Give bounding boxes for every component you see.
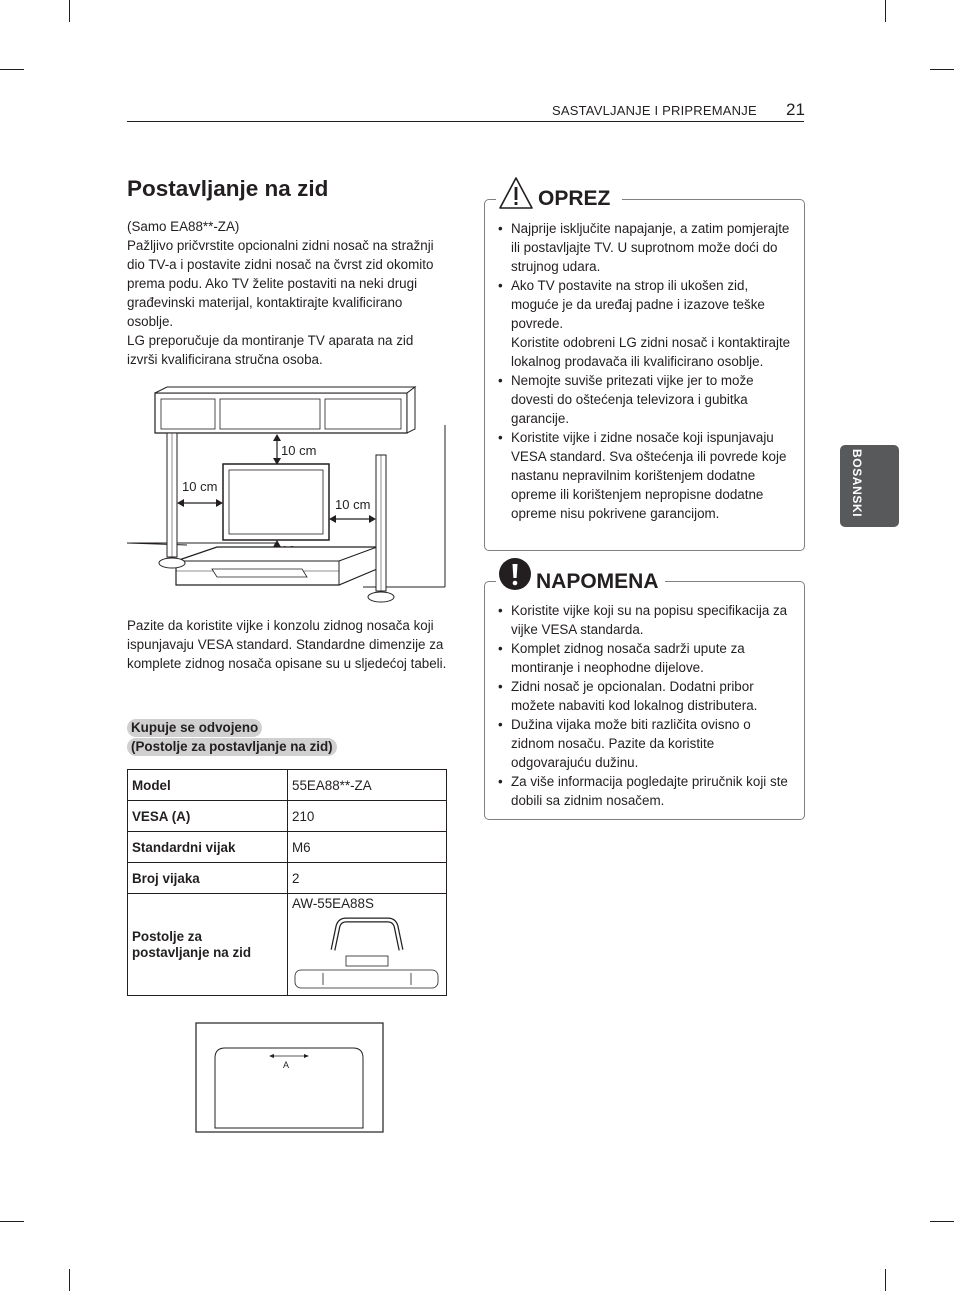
caution-box <box>484 199 805 551</box>
table-row <box>128 863 447 894</box>
intro-line: LG preporučuje da montiranje TV aparata na zid izvrši kvalificirana stručna osoba. <box>127 333 414 367</box>
page-number: 21 <box>786 100 805 119</box>
table-key: Model <box>128 770 288 801</box>
note-box <box>484 581 805 820</box>
bracket-model: AW-55EA88S <box>292 896 374 911</box>
crop-mark <box>69 0 70 22</box>
crop-mark <box>885 0 886 22</box>
vesa-dimension-diagram <box>195 1022 385 1134</box>
list-item: • Koristite vijke koji su na popisu specifikacija za vijke VESA standarda. <box>498 601 794 639</box>
right-gap-label: 10 cm <box>335 497 371 512</box>
list-item: • Dužina vijaka može biti različita ovisno o zidnom nosaču. Pazite da koristite odgovarajuću dužinu. <box>498 715 794 772</box>
caution-header <box>496 174 622 212</box>
crop-mark <box>69 1269 70 1291</box>
intro-line: (Samo EA88**-ZA) <box>127 219 240 234</box>
list-item: • Koristite vijke i zidne nosače koji ispunjavaju VESA standard. Sva oštećenja ili povrede koje nastanu nepravilnim korištenjem dodatne opreme ili korištenjem nepropisne dodatne opreme nisu pokrivene garancijom. <box>498 428 794 523</box>
spec-table <box>127 769 447 996</box>
header-rule <box>127 121 804 122</box>
table-value: 210 <box>288 801 447 832</box>
note-title: NAPOMENA <box>532 570 665 594</box>
list-item: • Komplet zidnog nosača sadrži upute za montiranje i neophodne dijelove. <box>498 639 794 677</box>
table-key: Standardni vijak <box>128 832 288 863</box>
table-key: Postolje za postavljanje na zid <box>128 894 288 996</box>
language-tab <box>840 445 899 527</box>
sold-separately-label: Kupuje se odvojeno <box>127 719 262 737</box>
crop-mark <box>0 69 24 70</box>
table-row <box>128 832 447 863</box>
left-gap-label: 10 cm <box>182 479 218 494</box>
table-row <box>128 770 447 801</box>
section-header: SASTAVLJANJE I PRIPREMANJE <box>552 103 757 118</box>
list-item: • Nemojte suviše pritezati vijke jer to može dovesti do oštećenja televizora i gubitka garancije. <box>498 371 794 428</box>
wall-mount-clearance-diagram <box>127 385 449 607</box>
crop-mark <box>930 1221 954 1222</box>
exclamation-circle-icon <box>498 557 532 591</box>
crop-mark <box>885 1269 886 1291</box>
sold-separately-item: (Postolje za postavljanje na zid) <box>127 738 337 756</box>
top-gap-label: 10 cm <box>281 443 317 458</box>
table-value: M6 <box>288 832 447 863</box>
intro-text <box>127 217 447 369</box>
note-header <box>496 556 664 594</box>
intro-line: Pažljivo pričvrstite opcionalni zidni nosač na stražnji dio TV-a i postavite zidni nosač na čvrst zid okomito prema podu. Ako TV želite postaviti na neki drugi građevinski materijal, kontaktirajte kvalificirano osoblje. <box>127 238 434 329</box>
bracket-illustration <box>288 914 446 994</box>
list-item: • Ako TV postavite na strop ili ukošen zid, moguće je da uređaj padne i izazove teške povrede. Koristite odobreni LG zidni nosač i kontaktirajte lokalnog prodavača ili kvalificirano osoblje. <box>498 276 794 371</box>
warning-triangle-icon <box>498 176 534 210</box>
vesa-paragraph: Pazite da koristite vijke i konzolu zidnog nosača koji ispunjavaju VESA standard. Standardne dimenzije za komplete zidnog nosača opisane su u sljedećoj tabeli. <box>127 618 447 671</box>
crop-mark <box>0 1221 24 1222</box>
table-value: 55EA88**-ZA <box>288 770 447 801</box>
table-row <box>128 801 447 832</box>
list-item: • Najprije isključite napajanje, a zatim pomjerajte ili postavljajte TV. U suprotnom može doći do strujnog udara. <box>498 219 794 276</box>
table-key: VESA (A) <box>128 801 288 832</box>
language-tab-label: BOSANSKI <box>850 449 864 518</box>
list-item: • Zidni nosač je opcionalan. Dodatni pribor možete nabaviti kod lokalnog distributera. <box>498 677 794 715</box>
list-item: • Za više informacija pogledajte priručnik koji ste dobili sa zidnim nosačem. <box>498 772 794 810</box>
vesa-a-label: A <box>282 1060 290 1070</box>
table-row <box>128 894 447 996</box>
table-value: 2 <box>288 863 447 894</box>
crop-mark <box>930 69 954 70</box>
page-title: Postavljanje na zid <box>127 176 329 201</box>
caution-title: OPREZ <box>534 187 616 211</box>
table-key: Broj vijaka <box>128 863 288 894</box>
